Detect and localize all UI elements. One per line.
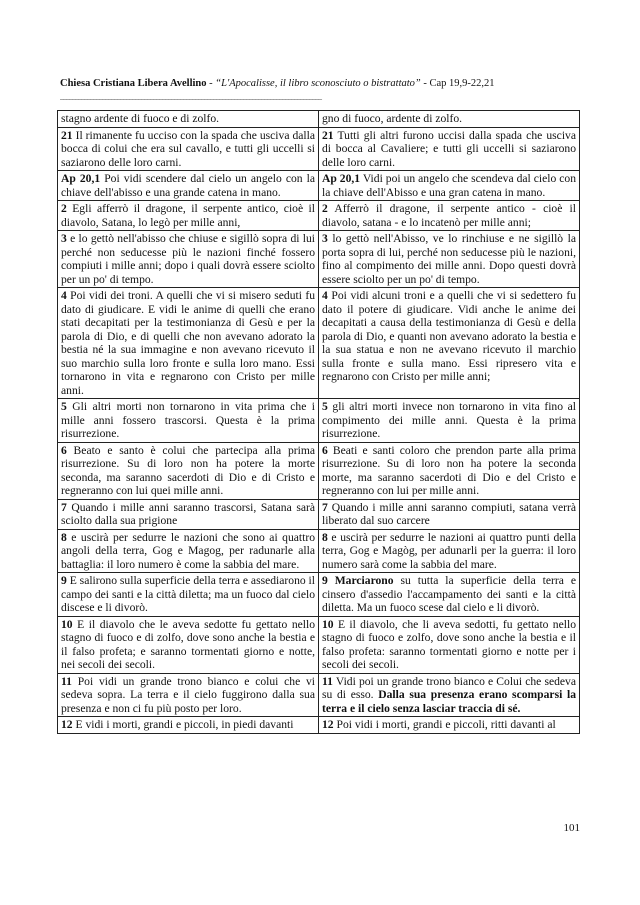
- verse-reference: 9 Marciarono: [322, 574, 394, 587]
- verse-text: Poi vidi un grande trono bianco e colui che vi sedeva sopra. La terra e il cielo fuggirono dalla sua presenza e non ci fu più posto per loro.: [61, 674, 315, 715]
- verse-text: gli altri morti invece non tornarono in vita fino al compimento dei mille anni. Questa è la prima risurrezione.: [322, 400, 576, 440]
- verse-text: Quando i mille anni saranno compiuti, satana verrà liberato dal suo carcere: [322, 500, 576, 527]
- right-column-cell: [319, 717, 580, 734]
- right-column-cell: [319, 171, 580, 201]
- church-name: Chiesa Cristiana Libera Avellino: [60, 78, 207, 89]
- verse-text: e uscirà per sedurre le nazioni che sono ai quattro angoli della terra, Gog e Magog, per radunarle alla battaglia: il loro numero è come la sabbia del mare.: [61, 530, 315, 571]
- verse-text: Afferrò il dragone, il serpente antico - cioè il diavolo, satana - e lo incatenò per mille anni;: [322, 202, 576, 229]
- verse-row: [58, 673, 580, 717]
- verse-text: Tutti gli altri furono uccisi dalla spada che usciva di bocca al Cavaliere; e tutti gli uccelli si saziarono delle loro carni.: [322, 128, 576, 169]
- right-column-cell: [319, 288, 580, 399]
- verse-reference: 8: [61, 530, 67, 544]
- verse-text: gno di fuoco, ardente di zolfo.: [322, 112, 463, 125]
- right-column-cell: [319, 616, 580, 673]
- verse-text: E il diavolo che le aveva sedotte fu gettato nello stagno di fuoco e di zolfo, dove sono anche la bestia e il falso profeta; e saranno tormentati giorno e notte, nei secoli dei secoli.: [61, 617, 315, 671]
- left-column-cell: [58, 231, 319, 288]
- verse-reference: 5: [61, 400, 67, 413]
- right-column-cell: [319, 231, 580, 288]
- left-column-cell: [58, 127, 319, 171]
- verse-reference: 10: [322, 617, 334, 631]
- right-column-cell: [319, 499, 580, 529]
- verse-reference: 6: [322, 443, 328, 457]
- verse-reference: 12: [322, 718, 334, 731]
- left-column-cell: [58, 499, 319, 529]
- verse-row: [58, 171, 580, 201]
- verse-reference: 4: [322, 289, 328, 302]
- right-column-cell: [319, 573, 580, 617]
- left-column-cell: [58, 111, 319, 128]
- header-rule: _______________________________________________________________________________________: [60, 92, 321, 101]
- comparison-table: [57, 110, 580, 734]
- verse-text: Beati e santi coloro che prendon parte alla prima risurrezione. Su di loro non ha potere la seconda morte, ma saranno sacerdoti di Dio e del Cristo e regneranno con lui per mille anni.: [322, 443, 576, 497]
- verse-text: Vidi poi un angelo che scendeva dal cielo con la chiave dell'Abisso e una gran catena in mano.: [322, 172, 576, 199]
- verse-reference: Ap 20,1: [61, 172, 101, 185]
- verse-reference: 8: [322, 530, 328, 544]
- left-column-cell: [58, 399, 319, 443]
- verse-reference: 9: [61, 574, 67, 587]
- verse-row: [58, 231, 580, 288]
- verse-row: [58, 288, 580, 399]
- verse-reference: 7: [61, 500, 67, 514]
- verse-reference: 11: [61, 674, 72, 688]
- verse-row: [58, 573, 580, 617]
- verse-row: [58, 717, 580, 734]
- right-column-cell: [319, 111, 580, 128]
- verse-text: E vidi i morti, grandi e piccoli, in piedi davanti: [72, 718, 294, 731]
- verse-row: [58, 616, 580, 673]
- left-column-cell: [58, 288, 319, 399]
- right-column-cell: [319, 127, 580, 171]
- verse-text: stagno ardente di fuoco e di zolfo.: [61, 112, 220, 125]
- verse-reference: 4: [61, 289, 67, 302]
- left-column-cell: [58, 201, 319, 231]
- left-column-cell: [58, 573, 319, 617]
- right-column-cell: [319, 442, 580, 499]
- verse-text: Poi vidi i morti, grandi e piccoli, ritti davanti al: [333, 718, 556, 731]
- verse-reference: 21: [322, 128, 334, 142]
- verse-text: Vidi poi un grande trono bianco e Colui che sedeva su di esso.: [322, 674, 576, 701]
- verse-reference: 2: [61, 202, 67, 215]
- verse-row: [58, 499, 580, 529]
- verse-text: Gli altri morti non tornarono in vita prima che i mille anni fossero trascorsi. Questa è la prima risurrezione.: [61, 400, 315, 440]
- verse-row: [58, 111, 580, 128]
- verse-text: lo gettò nell'Abisso, ve lo rinchiuse e ne sigillò la porta sopra di lui, perché non seducesse più le nazioni, fino al compimento dei mille anni. Dopo questi dovrà essere sciolto per un po' di tempo.: [322, 232, 576, 286]
- verse-reference: 21: [61, 128, 73, 142]
- book-title: “L'Apocalisse, il libro sconosciuto o bistrattato”: [215, 78, 421, 89]
- verse-bold-text: Dalla sua presenza erano scomparsi la terra e il cielo senza lasciar traccia di sé.: [322, 688, 576, 715]
- verse-text: Il rimanente fu ucciso con la spada che usciva dalla bocca di colui che era sul cavallo, e tutti gli uccelli si saziarono delle loro carni.: [61, 128, 315, 169]
- verse-text: Poi vidi dei troni. A quelli che vi si misero seduti fu dato di giudicare. E vidi le anime di quelli che erano stati decapitati per la testimonianza di Gesù e per la parola di Dio, e di quelli che non avevano adorato la bestia né la sua immagine e non avevano ricevuto il suo marchio sulla loro fronte e sulla loro mano. Essi tornarono in vita e regnarono con Cristo per mille anni.: [61, 289, 315, 397]
- verse-row: [58, 201, 580, 231]
- verse-text: Beato e santo è colui che partecipa alla prima risurrezione. Su di loro non ha potere la morte seconda, ma saranno sacerdoti di Dio e di Cristo e regneranno con lui quei mille anni.: [61, 443, 315, 497]
- verse-reference: 11: [322, 674, 333, 688]
- verse-text: E il diavolo, che li aveva sedotti, fu gettato nello stagno di fuoco e zolfo, dove sono anche la bestia e il falso profeta: saranno tormentati giorno e notte per i secoli dei secoli.: [322, 617, 576, 671]
- left-column-cell: [58, 171, 319, 201]
- left-column-cell: [58, 442, 319, 499]
- verse-reference: 2: [322, 202, 328, 215]
- verse-row: [58, 127, 580, 171]
- verse-text: E salirono sulla superficie della terra e assediarono il campo dei santi e la città diletta; ma un fuoco dal cielo discese e li divorò.: [61, 574, 316, 614]
- left-column-cell: [58, 717, 319, 734]
- verse-reference: 3: [61, 232, 67, 245]
- verse-row: [58, 442, 580, 499]
- verse-reference: 5: [322, 400, 328, 413]
- left-column-cell: [58, 616, 319, 673]
- header-separator: -: [206, 78, 216, 89]
- verse-reference: 3: [322, 232, 328, 245]
- verse-reference: 12: [61, 718, 73, 731]
- page-number: 101: [563, 822, 580, 834]
- verse-text: Poi vidi alcuni troni e a quelli che vi si sedettero fu dato il potere di giudicare. Vidi anche le anime dei decapitati a causa della testimonianza di Gesù e della parola di Dio, e quanti non avevano adorato la bestia e la sua statua e non ne avevano ricevuto il marchio sulla fronte e sulla mano. Essi ripresero vita e regnarono con Cristo per mille anni;: [322, 289, 576, 383]
- right-column-cell: [319, 673, 580, 717]
- verse-reference: 6: [61, 443, 67, 457]
- verse-row: [58, 399, 580, 443]
- right-column-cell: [319, 201, 580, 231]
- left-column-cell: [58, 529, 319, 573]
- right-column-cell: [319, 529, 580, 573]
- verse-text: Quando i mille anni saranno trascorsi, Satana sarà sciolto dalla sua prigione: [61, 500, 315, 527]
- right-column-cell: [319, 399, 580, 443]
- verse-reference: 10: [61, 617, 73, 631]
- verse-text: e uscirà per sedurre le nazioni ai quattro punti della terra, Gog e Magòg, per adunarli per la guerra: il loro numero sarà come la sabbia del mare.: [322, 530, 576, 571]
- verse-reference: Ap 20,1: [322, 172, 361, 185]
- verse-text: su tutta la superficie della terra e cinsero d'assedio l'accampamento dei santi e la città diletta. Ma un fuoco scese dal cielo e li divorò.: [322, 574, 576, 614]
- verse-reference: 7: [322, 500, 328, 514]
- verse-text: Poi vidi scendere dal cielo un angelo con la chiave dell'abisso e una grande catena in mano.: [61, 172, 316, 199]
- verse-text: e lo gettò nell'abisso che chiuse e sigillò sopra di lui perché non seducesse più le nazioni finché fossero compiuti i mille anni; dopo i quali dovrà essere sciolto per un po' di tempo.: [61, 232, 315, 286]
- verse-row: [58, 529, 580, 573]
- page-header: [60, 78, 580, 89]
- chapter-range: - Cap 19,9-22,21: [420, 78, 495, 89]
- left-column-cell: [58, 673, 319, 717]
- verse-text: Egli afferrò il dragone, il serpente antico, cioè il diavolo, Satana, lo legò per mille anni,: [61, 202, 315, 229]
